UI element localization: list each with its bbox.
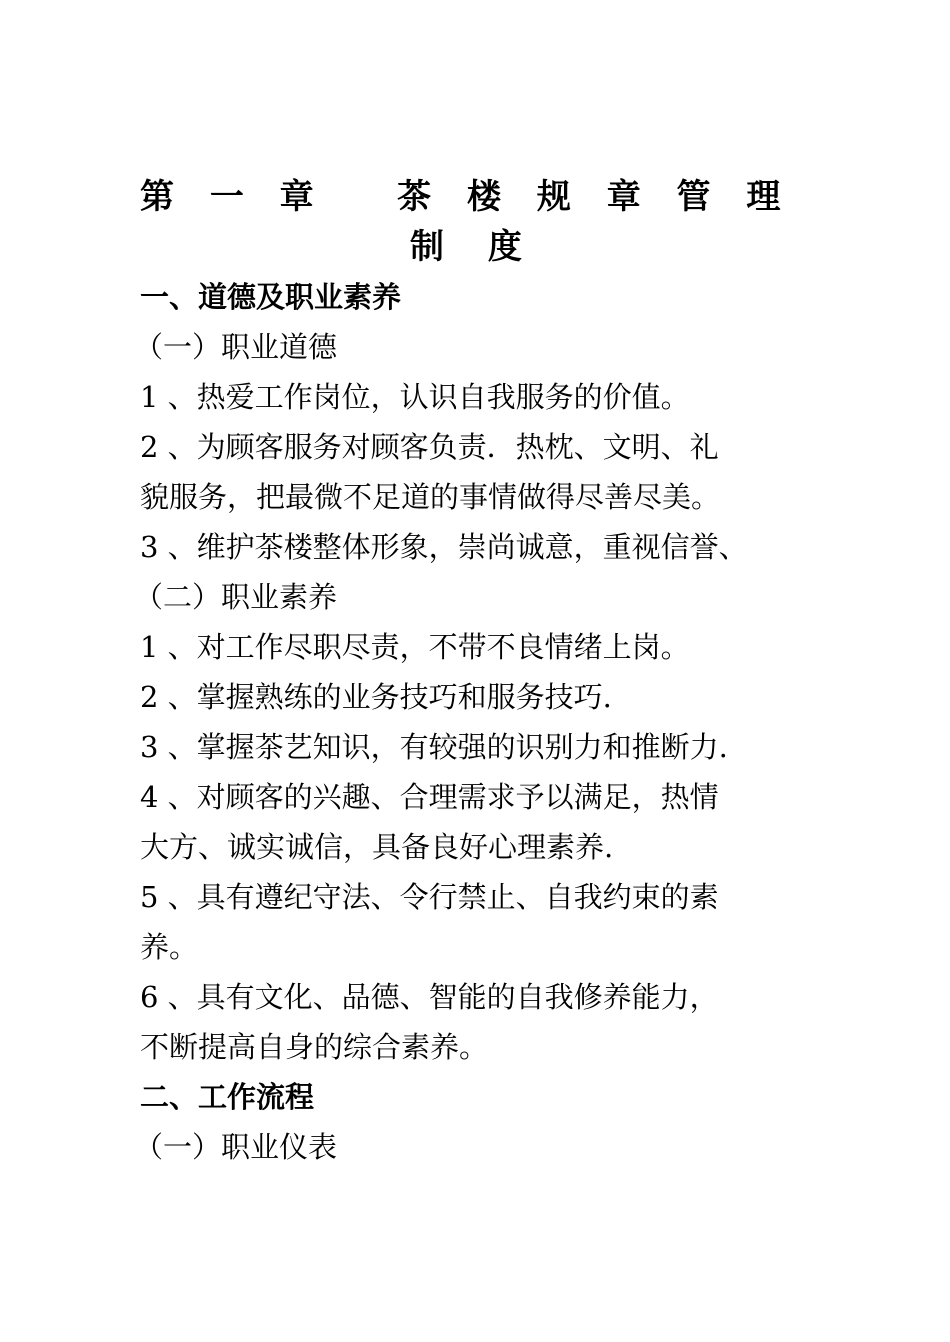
paragraph-line: 大方、诚实诚信，具备良好心理素养. xyxy=(140,830,614,864)
subsection-heading-professional-quality: （二）职业素养 xyxy=(134,580,338,614)
paragraph-line: 1 、热爱工作岗位，认识自我服务的价值。 xyxy=(140,380,690,414)
paragraph-line: 3 、维护茶楼整体形象，崇尚诚意，重视信誉、 xyxy=(140,530,748,564)
paragraph-line: 4 、对顾客的兴趣、合理需求予以满足，热情 xyxy=(140,780,719,814)
paragraph-line: 貌服务，把最微不足道的事情做得尽善尽美。 xyxy=(140,480,721,514)
paragraph-line: 2 、掌握熟练的业务技巧和服务技巧. xyxy=(140,680,612,714)
paragraph-line: 3 、掌握茶艺知识，有较强的识别力和推断力. xyxy=(140,730,728,764)
paragraph-line: 5 、具有遵纪守法、令行禁止、自我约束的素 xyxy=(140,880,719,914)
subsection-heading-professional-ethics: （一）职业道德 xyxy=(134,330,338,364)
paragraph-line: 不断提高自身的综合素养。 xyxy=(140,1030,489,1064)
paragraph-line: 2 、为顾客服务对顾客负责．热枕、文明、礼 xyxy=(140,430,719,464)
section-heading-workflow: 二、工作流程 xyxy=(140,1080,315,1114)
document-page xyxy=(134,172,840,1172)
chapter-title-line-1: 第 一 章 茶 楼 规 章 管 理 xyxy=(140,177,793,217)
paragraph-line: 1 、对工作尽职尽责，不带不良情绪上岗。 xyxy=(140,630,690,664)
subsection-heading-appearance: （一）职业仪表 xyxy=(134,1130,338,1164)
paragraph-line: 养。 xyxy=(140,930,199,964)
section-heading-ethics: 一、道德及职业素养 xyxy=(140,280,402,314)
chapter-title-line-2: 制 度 xyxy=(410,227,538,267)
paragraph-line: 6 、具有文化、品德、智能的自我修养能力， xyxy=(140,980,719,1014)
